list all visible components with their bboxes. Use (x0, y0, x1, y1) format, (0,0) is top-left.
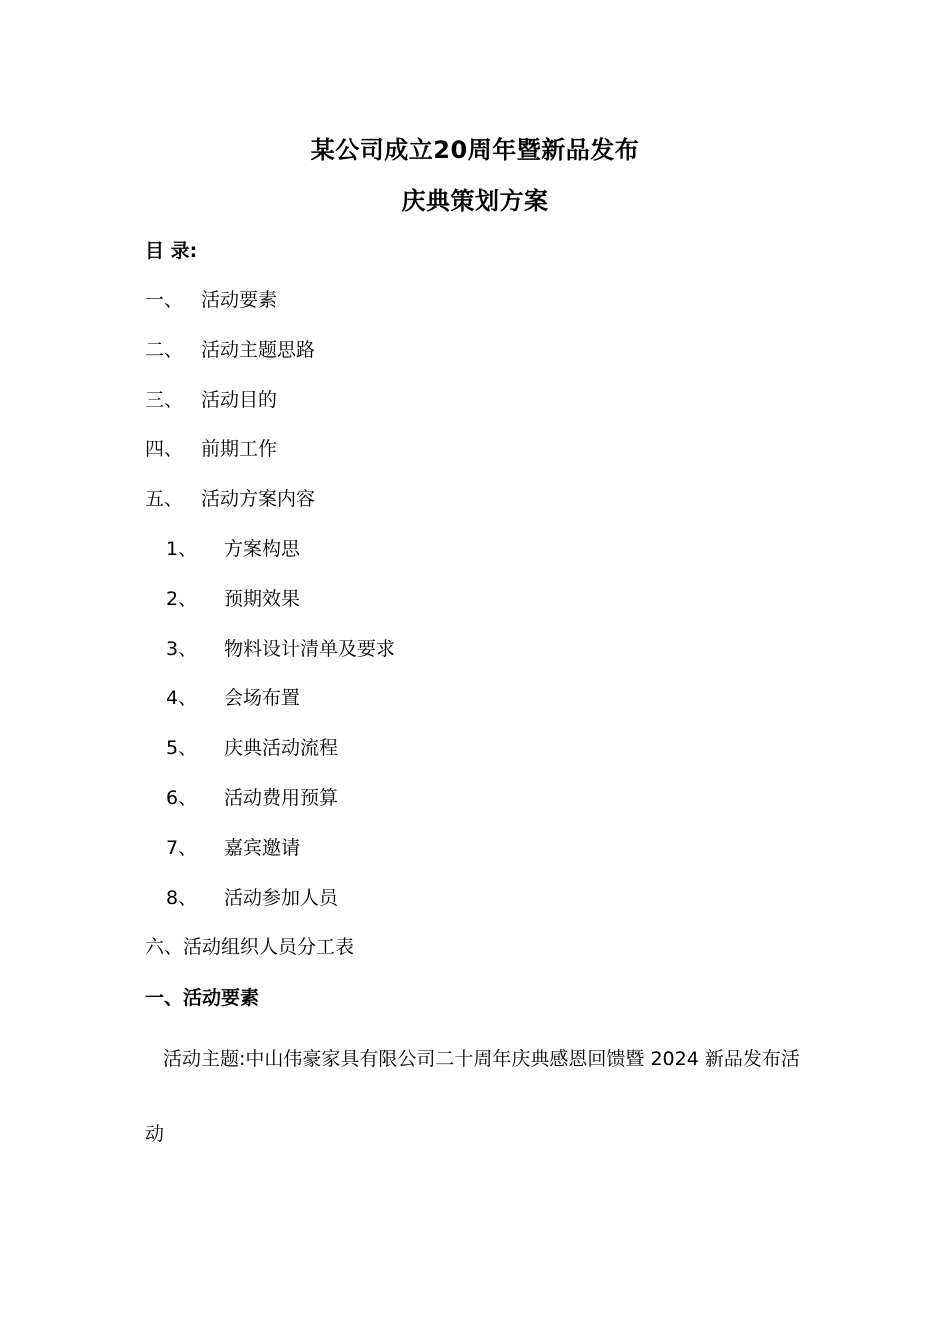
toc-subitem-number: 7、 (166, 837, 198, 859)
toc-item-label: 活动方案内容 (201, 488, 316, 510)
theme-text-line-2: 动 (145, 1123, 165, 1145)
toc-subitem-label: 活动参加人员 (224, 887, 339, 909)
toc-subitem-number: 2、 (166, 588, 198, 610)
toc-subitem-number: 1、 (166, 538, 198, 560)
toc-subitem-label: 会场布置 (224, 687, 301, 709)
toc-subitem-number: 6、 (166, 787, 198, 809)
toc-item-label: 前期工作 (201, 438, 278, 460)
toc-subitem-label: 预期效果 (224, 588, 301, 610)
toc-item-label: 活动主题思路 (201, 339, 316, 361)
toc-subitem-label: 活动费用预算 (224, 787, 339, 809)
toc-subitem-label: 嘉宾邀请 (224, 837, 301, 859)
toc-subitem-label: 方案构思 (224, 538, 301, 560)
toc-subitem-number: 4、 (166, 687, 198, 709)
toc-item-number: 二、 (145, 339, 184, 361)
toc-item-number: 一、 (145, 289, 184, 311)
document-subtitle: 庆典策划方案 (401, 187, 549, 215)
toc-item-label: 活动目的 (201, 389, 278, 411)
theme-text-line-1: 活动主题:中山伟豪家具有限公司二十周年庆典感恩回馈暨 2024 新品发布活 (163, 1048, 800, 1070)
toc-item-label: 活动要素 (201, 289, 278, 311)
document-title: 某公司成立20周年暨新品发布 (310, 136, 640, 164)
toc-subitem-number: 3、 (166, 638, 198, 660)
toc-item-number: 四、 (145, 438, 184, 460)
toc-item-last: 六、活动组织人员分工表 (145, 936, 355, 958)
toc-subitem-number: 5、 (166, 737, 198, 759)
toc-heading: 目 录: (145, 240, 198, 262)
toc-item-number: 五、 (145, 488, 184, 510)
section-heading: 一、活动要素 (145, 987, 260, 1009)
toc-item-number: 三、 (145, 389, 184, 411)
toc-subitem-label: 物料设计清单及要求 (224, 638, 396, 660)
toc-subitem-number: 8、 (166, 887, 198, 909)
toc-subitem-label: 庆典活动流程 (224, 737, 339, 759)
